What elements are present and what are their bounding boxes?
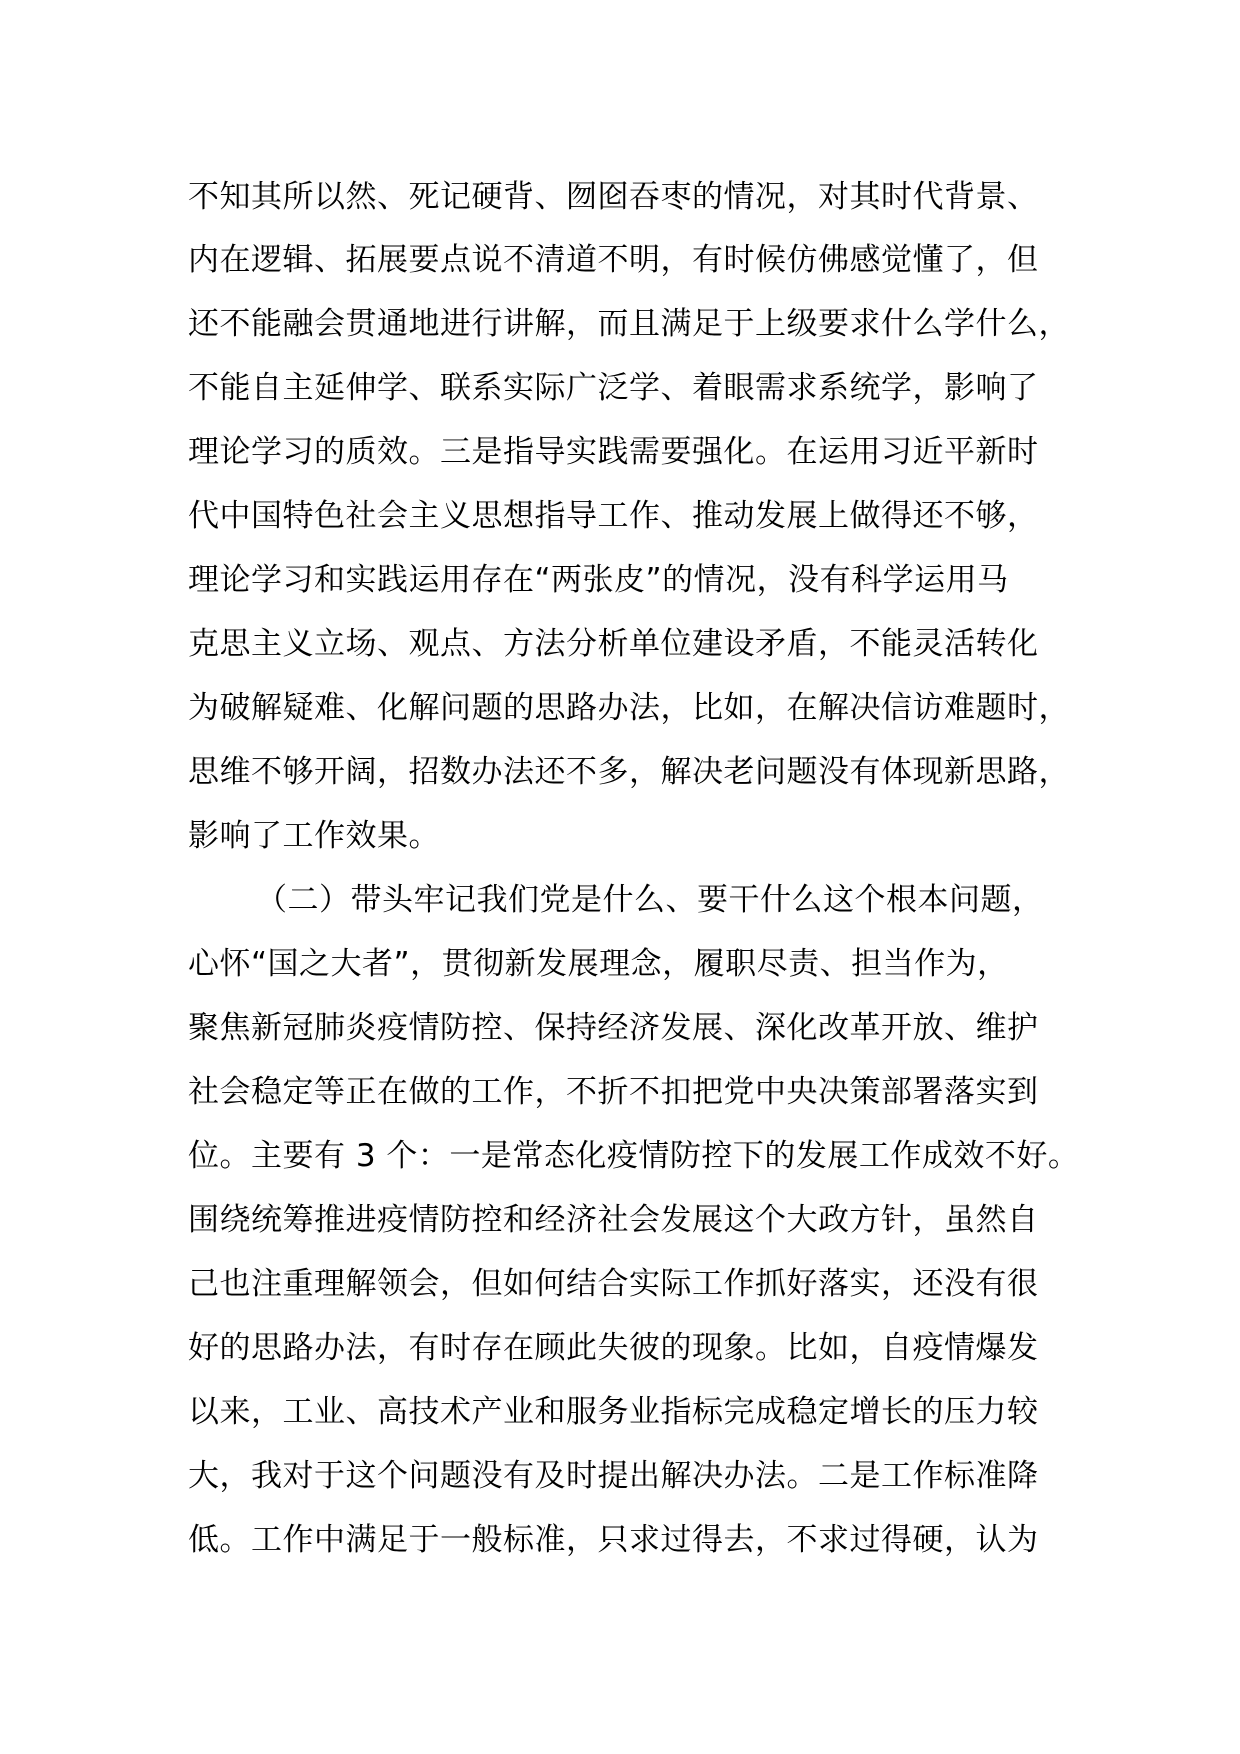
text-line: 不能自主延伸学、联系实际广泛学、着眼需求系统学，影响了 bbox=[188, 370, 1039, 406]
text-line: 心怀“国之大者”，贯彻新发展理念，履职尽责、担当作为， bbox=[188, 946, 1009, 982]
text-line: 位。主要有 3 个：一是常态化疫情防控下的发展工作成效不好。 bbox=[188, 1138, 1080, 1174]
text-line: 为破解疑难、化解问题的思路办法，比如，在解决信访难题时， bbox=[188, 690, 1070, 726]
text-line: 内在逻辑、拓展要点说不清道不明，有时候仿佛感觉懂了，但 bbox=[188, 242, 1039, 278]
text-line: 克思主义立场、观点、方法分析单位建设矛盾，不能灵活转化 bbox=[188, 626, 1039, 662]
text-line: 好的思路办法，有时存在顾此失彼的现象。比如，自疫情爆发 bbox=[188, 1330, 1039, 1366]
text-line: 社会稳定等正在做的工作，不折不扣把党中央决策部署落实到 bbox=[188, 1074, 1039, 1110]
text-line: 代中国特色社会主义思想指导工作、推动发展上做得还不够， bbox=[188, 498, 1039, 534]
text-line: 还不能融会贯通地进行讲解，而且满足于上级要求什么学什么， bbox=[188, 306, 1070, 342]
text-line: 聚焦新冠肺炎疫情防控、保持经济发展、深化改革开放、维护 bbox=[188, 1010, 1039, 1046]
text-line: 大，我对于这个问题没有及时提出解决办法。二是工作标准降 bbox=[188, 1458, 1039, 1494]
text-line: 思维不够开阔，招数办法还不多，解决老问题没有体现新思路， bbox=[188, 754, 1070, 790]
text-line: 理论学习的质效。三是指导实践需要强化。在运用习近平新时 bbox=[188, 434, 1039, 470]
text-line: 己也注重理解领会，但如何结合实际工作抓好落实，还没有很 bbox=[188, 1266, 1039, 1302]
section-heading-line: （二）带头牢记我们党是什么、要干什么这个根本问题， bbox=[256, 882, 1044, 918]
text-line: 以来，工业、高技术产业和服务业指标完成稳定增长的压力较 bbox=[188, 1394, 1039, 1430]
text-line: 不知其所以然、死记硬背、囫囵吞枣的情况，对其时代背景、 bbox=[188, 179, 1039, 215]
text-line: 理论学习和实践运用存在“两张皮”的情况，没有科学运用马 bbox=[188, 562, 1009, 598]
text-line: 围绕统筹推进疫情防控和经济社会发展这个大政方针，虽然自 bbox=[188, 1202, 1039, 1238]
text-line: 影响了工作效果。 bbox=[188, 818, 440, 854]
text-line: 低。工作中满足于一般标准，只求过得去，不求过得硬，认为 bbox=[188, 1522, 1039, 1558]
